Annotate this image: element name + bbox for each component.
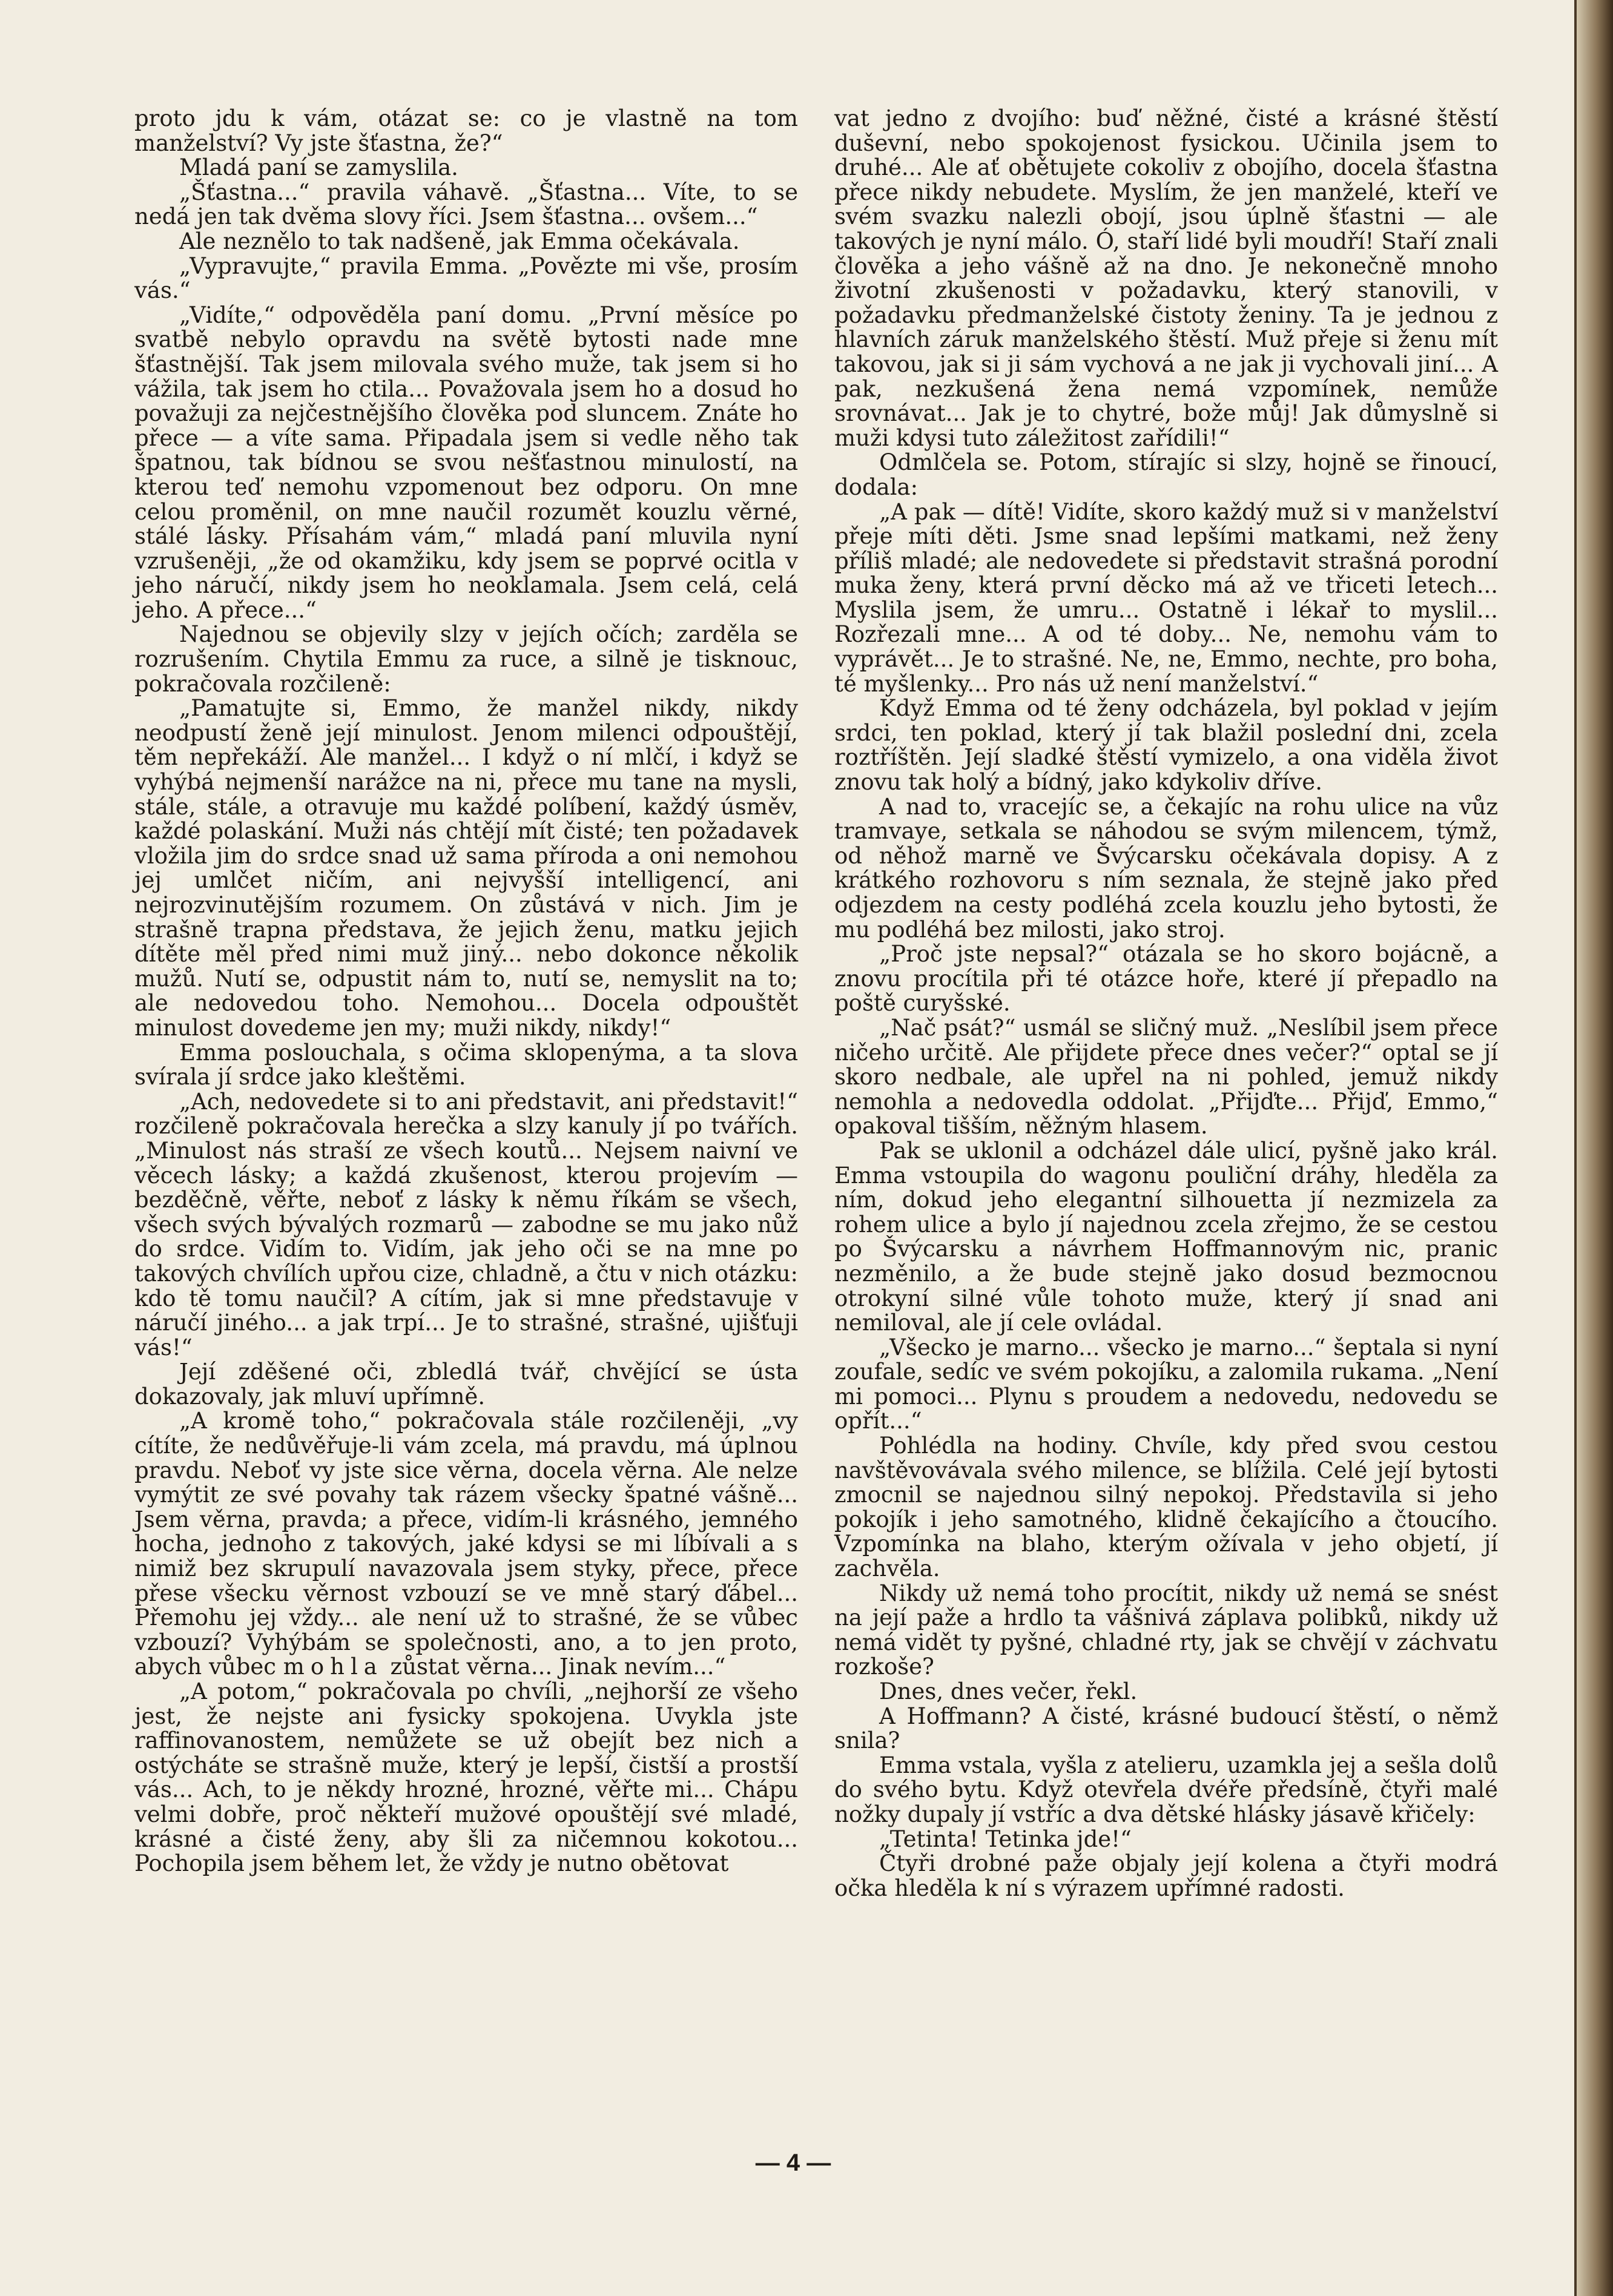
- paragraph: Mladá paní se zamyslila.: [179, 154, 458, 181]
- paragraph: Když Emma od té ženy odcházela, byl poklad v jejím srdci, ten poklad, který jí tak blažil poslední dni, zcela roztříštěn. Její sladké štěstí vymizelo, a ona viděla život znovu tak holý a bídný, jako kdykoliv dříve.: [834, 695, 1498, 796]
- paragraph: „A potom,“ pokračovala po chvíli, „nejhorší ze všeho jest, že nejste ani fysicky spokojena. Uvykla jste raffinovanostem, nemůžete se už obejít bez nich a ostýcháte se strašně muže, který je lepší, čistší a prostší vás... Ach, to je někdy hrozné, hrozné, věřte mi... Chápu velmi dobře, proč někteří mužové opouštějí své mladé, krásné a čisté ženy, aby šli za ničemnou kokotou... Pochopila jsem během let, že vždy je nutno obětovat: [134, 1678, 798, 1877]
- text-column-right: [834, 107, 1498, 1901]
- paragraph: A nad to, vracejíc se, a čekajíc na rohu ulice na vůz tramvaye, setkala se náhodou se svým milencem, týmž, od něhož marně ve Švýcarsku očekávala dopisy. A z krátkého rozhovoru s ním seznala, že stejně jako před odjezdem na cesty podléhá zcela kouzlu jeho bytosti, že mu podléhá bez milosti, jako stroj.: [834, 793, 1498, 943]
- paragraph: proto jdu k vám, otázat se: co je vlastně na tom manželství? Vy jste šťastna, že?“: [134, 105, 798, 156]
- page-number: — 4 —: [755, 2149, 831, 2176]
- paragraph: Pak se uklonil a odcházel dále ulicí, pyšně jako král. Emma vstoupila do wagonu pouliční dráhy, hleděla za ním, dokud jeho elegantní silhouetta jí nezmizela za rohem ulice a bylo jí najednou zcela zřejmo, že se cestou po Švýcarsku a návrhem Hoffmannovým nic, pranic nezměnilo, a že bude stejně jako dosud bezmocnou otrokyní silné vůle tohoto muže, který jí snad ani nemiloval, ale jí cele ovládal.: [834, 1137, 1498, 1336]
- paragraph: Odmlčela se. Potom, stírajíc si slzy, hojně se řinoucí, dodala:: [834, 449, 1498, 500]
- paragraph: Čtyři drobné paže objaly její kolena a čtyři modrá očka hleděla k ní s výrazem upřímné radosti.: [834, 1850, 1498, 1901]
- text-column-left: [134, 107, 798, 1876]
- paragraph: Ale neznělo to tak nadšeně, jak Emma očekávala.: [179, 228, 740, 254]
- paragraph: „Nač psát?“ usmál se sličný muž. „Neslíbil jsem přece ničeho určitě. Ale přijdete přece dnes večer?“ optal se jí skoro nedbale, ale upřel na ni pohled, jemuž nikdy nemohla a nedovedla oddolat. „Přijďte... Přijď, Emmo,“ opakoval tišším, něžným hlasem.: [834, 1014, 1498, 1140]
- paragraph: „Vypravujte,“ pravila Emma. „Povězte mi vše, prosím vás.“: [134, 252, 798, 304]
- paragraph: Nikdy už nemá toho procítit, nikdy už nemá se snést na její paže a hrdlo ta vášnivá záplava polibků, nikdy už nemá vidět ty pyšné, chladné rty, jak se chvějí v záchvatu rozkoše?: [834, 1580, 1498, 1680]
- paragraph: Její zděšené oči, zbledlá tvář, chvějící se ústa dokazovaly, jak mluví upřímně.: [134, 1359, 798, 1410]
- paragraph: A Hoffmann? A čisté, krásné budoucí štěstí, o němž snila?: [834, 1703, 1498, 1754]
- paragraph: Emma poslouchala, s očima sklopenýma, a ta slova svírala jí srdce jako kleštěmi.: [134, 1039, 798, 1090]
- paragraph: [134, 1409, 798, 1680]
- paragraph: „Pamatujte si, Emmo, že manžel nikdy, nikdy neodpustí ženě její minulost. Jenom milenci odpouštějí, těm nepřekáží. Ale manžel... I když o ní mlčí, i když se vyhýbá nejmenší narážce na ni, přece mu tane na mysli, stále, stále, a otravuje mu každé políbení, každý úsměv, každé polaskání. Muži nás chtějí mít čisté; ten požadavek vložila jim do srdce snad už sama příroda a oni nemohou jej umlčet ničím, ani nejvyšší intelligencí, ani nejrozvinutějším rozumem. On zůstává v nich. Jim je strašně trapna představa, že jejich ženu, matku jejich dítěte měl před nimi muž jiný... nebo dokonce několik mužů. Nutí se, odpustit nám to, nutí se, nemyslit na to; ale nedovedou toho. Nemohou... Docela odpouštět minulost dovedeme jen my; muži nikdy, nikdy!“: [134, 695, 798, 1041]
- paragraph: „Ach, nedovedete si to ani představit, ani představit!“ rozčileně pokračovala herečka a slzy kanuly jí po tvářích. „Minulost nás straší ze všech koutů... Nejsem naivní ve věcech lásky; a každá zkušenost, kterou projevím — bezděčně, věřte, neboť z lásky k němu říkám se všech, všech svých bývalých rozmarů — zabodne se mu jako nůž do srdce. Vidím to. Vidím, jak jeho oči se na mne po takových chvílích upřou cize, chladně, a čtu v nich otázku: kdo tě tomu naučil? A cítím, jak si mne představuje v náručí jiného... a jak trpí... Je to strašné, strašné, ujišťuji vás!“: [134, 1088, 798, 1361]
- paragraph: vat jedno z dvojího: buď něžné, čisté a krásné štěstí duševní, nebo spokojenost fysickou. Učinila jsem to druhé... Ale ať obětujete cokoliv z obojího, docela šťastna přece nikdy nebudete. Myslím, že jen manželé, kteří ve svém svazku nalezli obojí, jsou úplně šťastni — ale takových je nyní málo. Ó, staří lidé byli moudří! Staří znali člověka a jeho vášně až na dno. Je nekonečně mnoho životní zkušenosti v požadavku, který stanovili, v požadavku předmanželské čistoty ženiny. Ta je jednou z hlavních záruk manželského štěstí. Muž přeje si ženu mít takovou, jak si ji sám vychová a ne jak ji vychovali jiní... A pak, nezkušená žena nemá vzpomínek, nemůže srovnávat... Jak je to chytré, bože můj! Jak důmyslně si muži kdysi tuto záležitost zařídili!“: [834, 105, 1498, 451]
- paragraph-text: zůstat věrna... Jinak nevím...“: [390, 1654, 726, 1680]
- paragraph: „Vidíte,“ odpověděla paní domu. „První měsíce po svatbě nebylo opravdu na světě bytosti nade mne šťastnější. Tak jsem milovala svého muže, tak jsem si ho vážila, tak jsem ho ctila... Považovala jsem ho a dosud ho považuji za nejčestnějšího člověka pod sluncem. Znáte ho přece — a víte sama. Připadala jsem si vedle něho tak špatnou, tak bídnou se svou nešťastnou minulostí, na kterou teď nemohu vzpomenout bez odporu. On mne celou proměnil, on mne naučil rozumět kouzlu věrné, stálé lásky. Přísahám vám,“ mladá paní mluvila nyní vzrušeněji, „že od okamžiku, kdy jsem se poprvé ocitla v jeho náručí, nikdy jsem ho neoklamala. Jsem celá, celá jeho. A přece...“: [134, 302, 798, 623]
- paragraph: „Proč jste nepsal?“ otázala se ho skoro bojácně, a znovu procítila při té otázce hoře, které jí přepadlo na poště curyšské.: [834, 941, 1498, 1017]
- paragraph: Emma vstala, vyšla z atelieru, uzamkla jej a sešla dolů do svého bytu. Když otevřela dvéře předsíně, čtyři malé nožky dupaly jí vstříc a dva dětské hlásky jásavě křičely:: [834, 1752, 1498, 1827]
- paragraph: Dnes, dnes večer, řekl.: [879, 1678, 1138, 1704]
- book-edge: [1577, 0, 1613, 2296]
- paragraph: Pohlédla na hodiny. Chvíle, kdy před svou cestou navštěvovávala svého milence, se blížila. Celé její bytosti zmocnil se najednou silný nepokoj. Představila si jeho pokojík i jeho samotného, klidně čekajícího a čtoucího. Vzpomínka na blaho, kterým ožívala v jeho objetí, jí zachvěla.: [834, 1433, 1498, 1582]
- paragraph: Najednou se objevily slzy v jejích očích; zarděla se rozrušením. Chytila Emmu za ruce, a silně je tisknouc, pokračovala rozčileně:: [134, 621, 798, 697]
- paragraph: „Všecko je marno... všecko je marno...“ šeptala si nyní zoufale, sedíc ve svém pokojíku, a zalomila rukama. „Není mi pomoci... Plynu s proudem a nedovedu, nedovedu se opřít...“: [834, 1334, 1498, 1434]
- paragraph: „Tetinta! Tetinka jde!“: [879, 1826, 1132, 1852]
- emphasized-word: mohla: [283, 1654, 383, 1680]
- paragraph: „A pak — dítě! Vidíte, skoro každý muž si v manželství přeje míti děti. Jsme snad lepšími matkami, než ženy příliš mladé; ale nedovedete si představit strašná porodní muka ženy, která první děcko má až ve třiceti letech... Myslila jsem, že umru... Ostatně i lékař to myslil... Rozřezali mne... A od té doby... Ne, nemohu vám to vyprávět... Je to strašné. Ne, ne, Emmo, nechte, pro boha, té myšlenky... Pro nás už není manželství.“: [834, 498, 1498, 697]
- paragraph-text: „A kromě toho,“ pokračovala stále rozčileněji, „vy cítíte, že nedůvěřuje-li vám zcela, má pravdu, má úplnou pravdu. Neboť vy jste sice věrna, docela věrna. Ale nelze vymýtit ze své povahy tak rázem všecky špatné vášně... Jsem věrna, pravda; a přece, vidím-li krásného, jemného hocha, jednoho z takových, jaké kdysi se mi líbívali a s nimiž bez skrupulí navazovala jsem styky, přece, přece přese všecku věrnost vzbouzí se ve mně starý ďábel... Přemohu jej vždy... ale není už to strašné, že se vůbec vzbouzí? Vyhýbám se společnosti, ano, a to jen proto, abych vůbec: [134, 1408, 798, 1680]
- paragraph: „Šťastna...“ pravila váhavě. „Šťastna... Víte, to se nedá jen tak dvěma slovy říci. Jsem šťastna... ovšem...“: [134, 179, 798, 230]
